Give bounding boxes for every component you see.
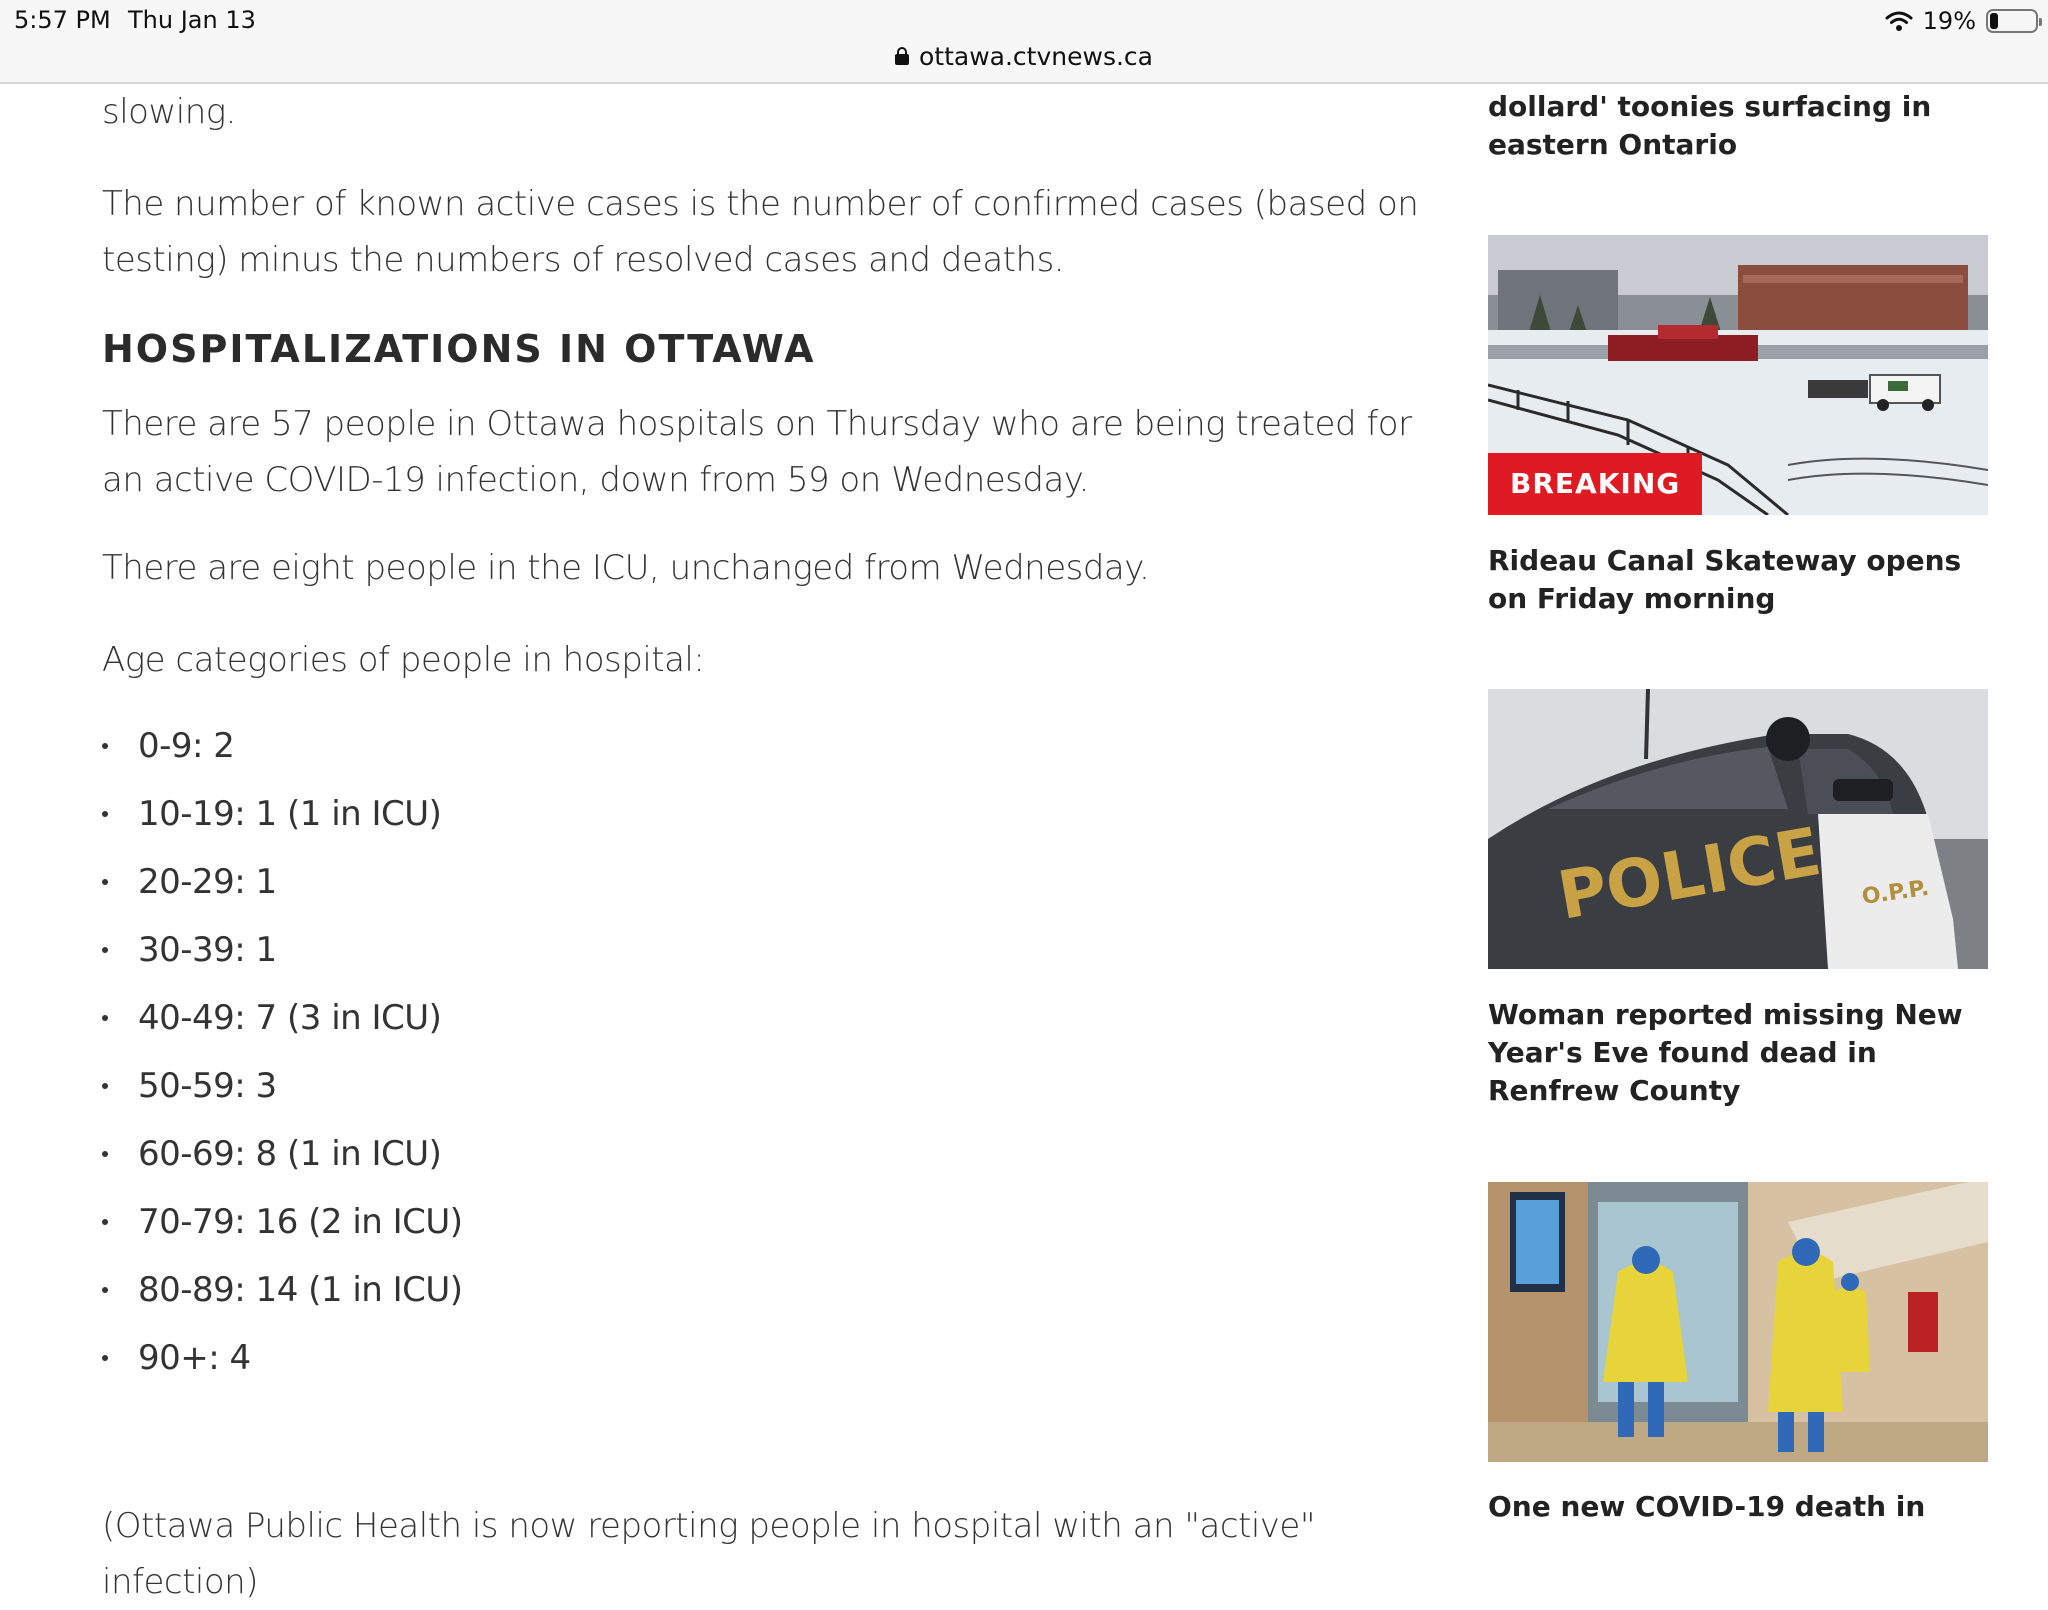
police-car-photo bbox=[1488, 689, 1988, 969]
list-item: 80-89: 14 (1 in ICU) bbox=[102, 1256, 463, 1324]
lock-icon bbox=[895, 47, 909, 65]
status-date: Thu Jan 13 bbox=[128, 6, 256, 34]
battery-percent: 19% bbox=[1922, 7, 1976, 35]
hospital-photo bbox=[1488, 1182, 1988, 1462]
list-item: 20-29: 1 bbox=[102, 848, 463, 916]
status-time: 5:57 PM bbox=[14, 6, 111, 34]
list-item: 60-69: 8 (1 in ICU) bbox=[102, 1120, 463, 1188]
address-bar[interactable] bbox=[0, 38, 2048, 74]
age-category-list bbox=[102, 712, 463, 1392]
list-item: 30-39: 1 bbox=[102, 916, 463, 984]
battery-icon bbox=[1986, 9, 2038, 33]
battery-level bbox=[1990, 13, 1998, 29]
story-image-police[interactable] bbox=[1488, 689, 1988, 969]
story-link-covid-death[interactable]: One new COVID-19 death in bbox=[1488, 1490, 1926, 1523]
note-paragraph: (Ottawa Public Health is now reporting people in hospital with an "active" infection) bbox=[102, 1506, 1315, 1602]
active-cases-paragraph: The number of known active cases is the number of confirmed cases (based on testing) minus the numbers of resolved cases and deaths. bbox=[102, 184, 1419, 280]
list-item: 50-59: 3 bbox=[102, 1052, 463, 1120]
browser-top-bar bbox=[0, 0, 2048, 84]
list-item: 0-9: 2 bbox=[102, 712, 463, 780]
icu-paragraph: There are eight people in the ICU, unchanged from Wednesday. bbox=[102, 548, 1150, 588]
story-link-skateway[interactable]: Rideau Canal Skateway opens on Friday morning bbox=[1488, 544, 1962, 615]
police-text: POLICE bbox=[1552, 812, 1827, 935]
hospital-paragraph: There are 57 people in Ottawa hospitals on Thursday who are being treated for an active COVID-19 infection, down from 59 on Wednesday. bbox=[102, 404, 1412, 500]
hospitalizations-heading: HOSPITALIZATIONS IN OTTAWA bbox=[102, 327, 816, 371]
age-intro: Age categories of people in hospital: bbox=[102, 640, 705, 680]
url-text[interactable]: ottawa.ctvnews.ca bbox=[919, 41, 1153, 71]
opp-text: O.P.P. bbox=[1860, 875, 1931, 910]
article-fragment: slowing. bbox=[102, 92, 236, 132]
list-item: 10-19: 1 (1 in ICU) bbox=[102, 780, 463, 848]
story-link-missing-woman[interactable]: Woman reported missing New Year's Eve found dead in Renfrew County bbox=[1488, 998, 1963, 1107]
list-item: 70-79: 16 (2 in ICU) bbox=[102, 1188, 463, 1256]
story-image-skateway[interactable] bbox=[1488, 235, 1988, 515]
list-item: 40-49: 7 (3 in ICU) bbox=[102, 984, 463, 1052]
wifi-icon bbox=[1885, 10, 1913, 32]
breaking-badge: BREAKING bbox=[1488, 453, 1702, 515]
status-indicators bbox=[1885, 6, 2038, 36]
story-link-toonies[interactable]: dollard' toonies surfacing in eastern Ontario bbox=[1488, 90, 1932, 161]
list-item: 90+: 4 bbox=[102, 1324, 463, 1392]
story-image-hospital[interactable] bbox=[1488, 1182, 1988, 1462]
